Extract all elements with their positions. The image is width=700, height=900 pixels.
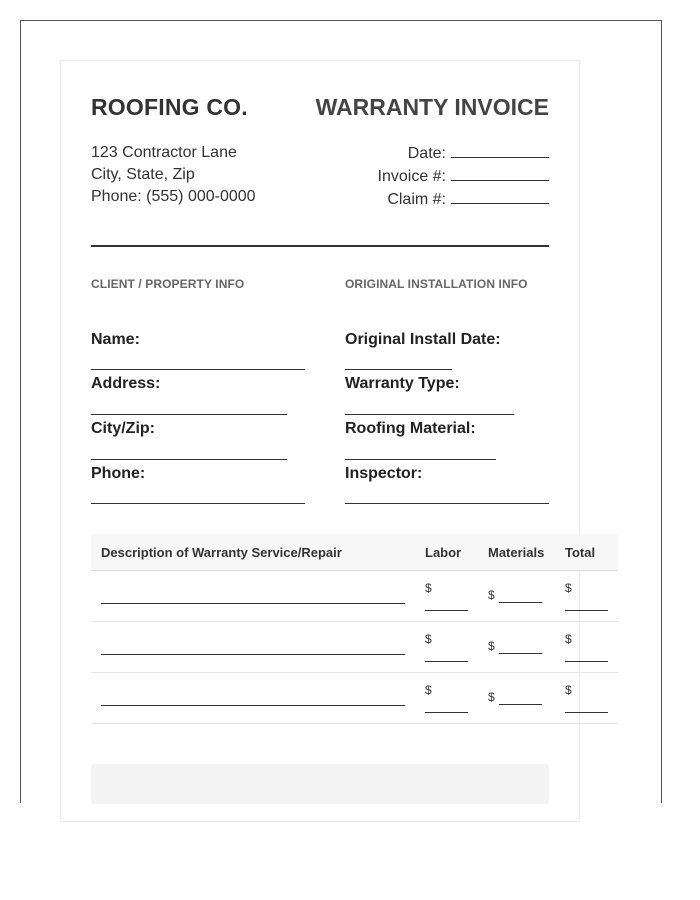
installation-section-heading: ORIGINAL INSTALLATION INFO: [345, 277, 528, 291]
client-address-field[interactable]: [91, 414, 287, 415]
total-field[interactable]: [565, 661, 608, 662]
materials-currency: $: [488, 588, 495, 602]
labor-currency: $: [425, 581, 432, 595]
col-materials-header: Materials: [488, 545, 545, 560]
claim-number-label: Claim #:: [387, 191, 446, 208]
address-street: 123 Contractor Lane: [91, 144, 237, 161]
company-address: [91, 142, 256, 208]
col-labor-header: Labor: [425, 545, 462, 560]
client-section-heading: CLIENT / PROPERTY INFO: [91, 277, 245, 291]
total-currency: $: [565, 581, 572, 595]
description-field[interactable]: [101, 603, 405, 604]
total-field[interactable]: [565, 712, 608, 713]
invoice-number-row: [330, 165, 549, 188]
table-row: [91, 571, 618, 622]
description-field[interactable]: [101, 705, 405, 706]
roofing-material-label: Roofing Material:: [345, 420, 476, 437]
client-address-label: Address:: [91, 375, 161, 392]
labor-currency: $: [425, 632, 432, 646]
claim-number-field[interactable]: [451, 188, 549, 204]
total-field[interactable]: [565, 610, 608, 611]
date-label: Date:: [407, 145, 446, 162]
install-date-field[interactable]: [345, 369, 452, 370]
client-phone-field[interactable]: [91, 503, 305, 504]
invoice-number-field[interactable]: [451, 165, 549, 181]
client-name-label: Name:: [91, 331, 140, 348]
inspector-field[interactable]: [345, 503, 549, 504]
totals-panel: [91, 764, 549, 804]
labor-field[interactable]: [425, 661, 468, 662]
invoice-number-label: Invoice #:: [377, 168, 446, 185]
table-header: [91, 534, 618, 571]
date-field[interactable]: [451, 142, 549, 158]
inspector-label: Inspector:: [345, 465, 423, 482]
materials-field[interactable]: [499, 653, 542, 654]
materials-field[interactable]: [499, 602, 542, 603]
header-divider: [91, 245, 549, 247]
service-table: [91, 534, 618, 724]
client-phone-label: Phone:: [91, 465, 146, 482]
roofing-material-field[interactable]: [345, 459, 496, 460]
install-date-label: Original Install Date:: [345, 331, 501, 348]
labor-field[interactable]: [425, 712, 468, 713]
address-phone: Phone: (555) 000-0000: [91, 188, 256, 205]
client-name-field[interactable]: [91, 369, 305, 370]
labor-currency: $: [425, 683, 432, 697]
materials-currency: $: [488, 690, 495, 704]
total-currency: $: [565, 683, 572, 697]
total-currency: $: [565, 632, 572, 646]
client-cityzip-label: City/Zip:: [91, 420, 155, 437]
warranty-type-label: Warranty Type:: [345, 375, 460, 392]
table-row: [91, 673, 618, 724]
address-city: City, State, Zip: [91, 166, 195, 183]
client-cityzip-field[interactable]: [91, 459, 287, 460]
col-total-header: Total: [565, 545, 596, 560]
materials-field[interactable]: [499, 704, 542, 705]
col-description-header: Description of Warranty Service/Repair: [101, 545, 342, 560]
materials-currency: $: [488, 639, 495, 653]
document-title: WARRANTY INVOICE: [315, 94, 549, 120]
invoice-meta: [330, 142, 549, 211]
description-field[interactable]: [101, 654, 405, 655]
labor-field[interactable]: [425, 610, 468, 611]
warranty-type-field[interactable]: [345, 414, 514, 415]
claim-number-row: [330, 188, 549, 211]
date-row: [330, 142, 549, 165]
table-row: [91, 622, 618, 673]
company-name: ROOFING CO.: [91, 94, 248, 120]
